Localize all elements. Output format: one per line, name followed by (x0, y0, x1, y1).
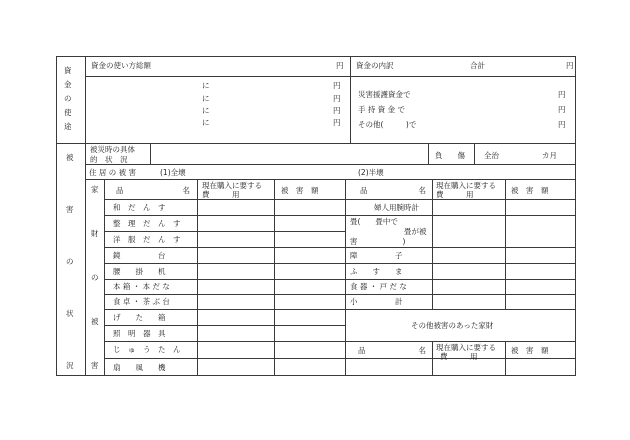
frame-left (56, 56, 57, 376)
left-header-amount: 被 害 額 (281, 186, 319, 195)
damage-col-divider (85, 143, 86, 376)
left-item: 食 卓 ・ 茶 ぶ 台 (113, 297, 170, 306)
left-item: 整 理 だ ん す (113, 219, 181, 228)
other-damage-label: その他被害のあった家財 (411, 321, 494, 330)
situation-divider (150, 143, 151, 165)
source-other-yen: 円 (558, 120, 566, 129)
row-line (104, 279, 345, 280)
months-label: カ月 (542, 151, 557, 160)
left-item: じ ゅ う た ん (113, 345, 181, 354)
right-col1-lower (432, 342, 433, 376)
option-full-destruction: (1)全壊 (160, 168, 186, 177)
damage-vertical-label: 被 害 の 状 況 (66, 153, 74, 370)
row-line (345, 199, 576, 200)
left-header-cost-2: 費 用 (202, 190, 240, 199)
breakdown-label: 資金の内訳 (356, 61, 394, 70)
row-line (345, 215, 576, 216)
left-item: げ た 箱 (113, 313, 166, 322)
frame-right (575, 56, 576, 376)
funds-mid-divider (350, 56, 351, 144)
right-item: 小 計 (350, 297, 403, 306)
row-line (345, 294, 576, 295)
row-line (345, 263, 576, 264)
right-item: ふ す ま (350, 267, 403, 276)
row-line (104, 215, 345, 216)
right-item: 障 子 (350, 251, 403, 260)
frame-top (56, 56, 576, 57)
funds-header-line (85, 76, 576, 77)
left-col2 (274, 179, 275, 376)
left-item: 照 明 器 具 (113, 329, 166, 338)
left-col1 (197, 179, 198, 376)
right-header-amount: 被 害 額 (511, 186, 549, 195)
right-item-tatami-3: 害 ) (350, 237, 406, 246)
section-divider (56, 143, 576, 144)
right-header-cost-2: 費 用 (436, 190, 474, 199)
left-header-cost: 現在購入に要する (202, 181, 262, 190)
situation-label: 被災時の具体 (90, 145, 135, 154)
use-line-yen: 円 (333, 94, 341, 103)
row-line (104, 199, 345, 200)
source-other-label: その他( )で (358, 120, 417, 129)
injury-right-divider (474, 143, 475, 165)
right-header-cost: 現在購入に要する (436, 181, 496, 190)
row-line (104, 358, 345, 359)
use-line-ni: に (202, 118, 210, 127)
left-item: 洋 服 だ ん す (113, 235, 181, 244)
row-line (345, 309, 576, 310)
row-line (104, 294, 345, 295)
row-line (104, 247, 345, 248)
housing-damage-label: 住 居 の 被 害 (89, 168, 137, 177)
frame-bottom (56, 375, 576, 376)
source-own-yen: 円 (558, 105, 566, 114)
total-label: 資金の使い方総額 (91, 61, 151, 70)
use-line-ni: に (202, 106, 210, 115)
right-header-item: 品 名 (360, 186, 426, 195)
row-line (104, 263, 345, 264)
injury-left-divider (428, 143, 429, 165)
right-item: 食 器 ・ 戸 だ な (350, 282, 407, 291)
option-half-destruction: (2)半壊 (358, 168, 384, 177)
total-yen: 円 (336, 61, 344, 70)
row-line (104, 231, 345, 232)
sum-label: 合計 (470, 61, 485, 70)
left-item: 本 箱 ・ 本 だ な (113, 282, 170, 291)
right-item: 婦人用腕時計 (374, 203, 419, 212)
use-line-yen: 円 (333, 118, 341, 127)
lower-right-header-cost: 現在購入に要する (436, 343, 496, 352)
right-col2-lower (505, 342, 506, 376)
row-line (345, 247, 576, 248)
center-divider (345, 179, 346, 376)
situation-label-2: 的 状 況 (90, 155, 128, 164)
full-recovery-label: 全治 (484, 151, 499, 160)
row-line (345, 341, 576, 342)
row-line (104, 341, 345, 342)
use-line-ni: に (202, 81, 210, 90)
left-item: 腰 掛 机 (113, 267, 166, 276)
use-line-yen: 円 (333, 106, 341, 115)
row-line (104, 309, 345, 310)
source-relief-yen: 円 (558, 90, 566, 99)
source-relief-label: 災害援護資金で (358, 90, 411, 99)
funds-vertical-label: 資 金 の 使 途 (64, 66, 72, 131)
row-line (345, 279, 576, 280)
right-item-tatami-1: 畳( 畳中で (350, 217, 398, 226)
lower-right-header-amount: 被 害 額 (511, 346, 549, 355)
use-line-yen: 円 (333, 81, 341, 90)
sum-yen: 円 (566, 61, 574, 70)
household-label-divider (104, 179, 105, 376)
source-own-label: 手 持 資 金 で (358, 105, 406, 114)
use-line-ni: に (202, 94, 210, 103)
left-item: 鏡 台 (113, 251, 166, 260)
left-item: 扇 風 機 (113, 363, 166, 372)
funds-col-divider (85, 56, 86, 144)
injury-label: 負 傷 (435, 151, 465, 160)
left-item: 和 だ ん す (113, 203, 166, 212)
household-vertical-label: 家 財 の 被 害 (91, 185, 99, 370)
lower-right-header-cost-2: 費 用 (440, 352, 478, 361)
situation-bottom (85, 164, 576, 165)
row-line (104, 325, 345, 326)
lower-right-header-item: 品 名 (358, 346, 426, 355)
left-header-item: 品 名 (116, 186, 190, 195)
right-item-tatami-2: 畳が被 (404, 227, 427, 236)
housing-bottom (85, 179, 576, 180)
